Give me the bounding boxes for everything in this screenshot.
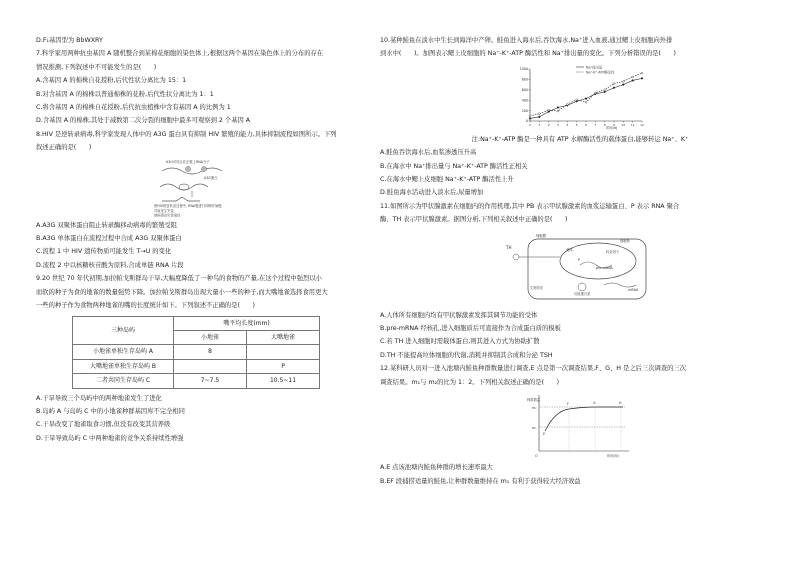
chart-series — [529, 72, 643, 119]
x-tick-label: 1 — [538, 122, 541, 127]
data-point — [585, 101, 587, 103]
a3g-monomer — [186, 166, 191, 171]
x-tick-label: 10 — [621, 122, 626, 127]
hiv-label-2: A3G蛋白 — [204, 175, 218, 180]
legend-entry-1: Na⁺排出量 — [586, 65, 603, 70]
text-line: D.F₁基因型为 BbWXRY — [36, 37, 103, 44]
table-cell: 8 — [174, 345, 247, 359]
text-line: B.岛屿 A 与岛屿 C 中的小地雀种群基因库不完全相同 — [36, 407, 185, 415]
data-point — [632, 79, 634, 81]
data-point — [538, 116, 540, 118]
origin-label: O — [535, 454, 538, 459]
table-row — [73, 374, 320, 388]
x-tick-label: 5 — [575, 122, 578, 127]
text-line: 调查结果。m₁与 m₂的比为 1：2。下列相关叙述正确的是( ) — [380, 378, 560, 386]
text-line: B.对含基因 A 的棉株以普通棉株的花粉,后代性状分离比为 1：1 — [36, 90, 214, 98]
text-line: C.将含基因 A 的棉株自花授粉,后代抗虫植株中含有基因 A 的比例为 1 — [36, 104, 231, 112]
legend-entry-2: Na⁺-K⁺-ATP酶活性 — [586, 70, 615, 75]
data-point — [641, 77, 643, 79]
data-point — [566, 103, 568, 105]
data-point — [604, 89, 606, 91]
data-point — [613, 82, 615, 84]
p-label: P — [578, 257, 580, 262]
hiv-label-4: 导致发生突变 — [154, 208, 174, 213]
table-row — [73, 359, 320, 373]
table-cell: 大嘴地雀单独生存岛屿 B — [73, 359, 174, 373]
membrane-label: 细胞膜 — [536, 233, 546, 238]
text-line: 7.科学家用两种抗虫基因 A 随机整合到某棉花细胞的染色体上,根据这两个基因在染色体上的分布的存在 — [36, 50, 324, 58]
hiv-figure — [152, 157, 242, 217]
text-line: 9.20 世纪 70 年代初期,加拉帕戈斯群岛干旱,大幅度降低了一种鸟的食物的产量,在这个过程中强烈以小 — [36, 275, 322, 283]
data-point — [594, 92, 596, 94]
x-tick-label: 2 — [547, 122, 550, 127]
table-cell: P — [247, 359, 320, 373]
point-e: E — [543, 432, 546, 437]
data-point — [585, 98, 587, 100]
y-tick-label: 400 — [521, 98, 528, 103]
table-header-cell: 三种岛屿 — [73, 316, 174, 345]
rna-strand — [162, 168, 222, 174]
nucleus-label: 细胞核 — [620, 238, 630, 243]
effect-label: 生物效应 — [530, 285, 544, 290]
table-header-row — [73, 316, 320, 330]
text-line: D.鲑鱼海水活动进入淡水后,尿量增加 — [380, 189, 484, 197]
protein-shape — [578, 283, 586, 291]
m1-label: m₁ — [532, 426, 537, 431]
q8-q9-text — [36, 219, 358, 313]
text-line: C.若 TH 进入细胞时需载体蛋白,则其进入方式为协助扩散 — [380, 338, 540, 346]
text-line: A.含基因 A 的棉株自花授粉,后代性状分离比为 15：1 — [36, 77, 187, 85]
data-point — [548, 109, 550, 111]
text-line: C.干旱改变了地雀取食习惯,但没有改变其营养级 — [36, 421, 171, 429]
text-line: 到水中( )。加图表示鳃上皮细胞的 Na⁺-K⁺-ATP 酶活性和 Na⁺排出量的变化。下列分析错误的是( ) — [380, 50, 676, 58]
x-tick-label: 8 — [603, 122, 606, 127]
chart-xlabel: 时间(d) — [606, 125, 618, 130]
a3g-monomer — [202, 166, 207, 171]
table-header-cell: 大嘴地雀 — [247, 330, 320, 344]
text-line: A.E 点该池塘内鲑鱼种群的增长速率最大 — [380, 464, 493, 472]
growth-diagram — [525, 391, 635, 459]
mrna-shape — [604, 283, 636, 287]
text-line: A.A3G 双聚体蛋白阻止转录酶移动病毒的繁殖受阻 — [36, 221, 178, 229]
cell-diagram — [500, 229, 660, 307]
text-line: D.流程 2 中以核糖核苷酸为原料,合成单链 RNA 片段 — [36, 261, 184, 269]
data-point — [557, 110, 559, 112]
text-line: A.人体所有细胞内均有甲状腺激素发挥其调节功能的受体 — [380, 311, 538, 319]
m2-label: m₂ — [532, 406, 537, 411]
text-line: 而软的种子为食的地雀的数量强势下降。加拉帕戈斯群岛出现大量小一些的种子,而大嘴地雀选择食用更大 — [36, 288, 328, 296]
x-tick-label: 0 — [529, 122, 531, 127]
text-line: 8.HIV 是逆转录病毒,科学家发现人体中的 A3G 蛋白具有抑制 HIV 繁殖的能力,具体抑制流程如图所示。下列 — [36, 130, 337, 138]
text-line: B.pre-mRNA 经核孔,进入细胞质后可直接作为合成蛋白质的模板 — [380, 325, 561, 333]
y-tick-label: 800 — [521, 77, 528, 82]
table-cell: 二者共同生存岛屿 C — [73, 374, 174, 388]
th-molecule — [513, 254, 519, 260]
mrna-label: mRNA — [628, 287, 639, 292]
growth-ylabel: 种群数量 — [527, 398, 541, 403]
hiv-label-1: A3G可结合在正链上RNA分子 — [166, 159, 210, 164]
hiv-label-3: 使HIV的逆转录过程中, RNA极进行抑制开始链 — [154, 203, 222, 208]
data-point — [604, 91, 606, 93]
q10-options — [380, 146, 780, 200]
text-line: 叙述正确的是( ) — [36, 144, 92, 152]
point-f: F — [567, 402, 569, 407]
x-tick-label: 3 — [557, 122, 559, 127]
y-tick-label: 200 — [521, 108, 528, 113]
text-line: B.A3G 单体蛋白在流程过程中合成 A3G 双聚体蛋白 — [36, 235, 182, 243]
text-line: D.干旱导致岛屿 C 中两种地雀的竞争关系持续性增强 — [36, 434, 184, 442]
premrna-label: pre-mRNA — [596, 265, 613, 270]
text-line: A.干旱导致三个岛屿中的两种地雀发生了进化 — [36, 394, 162, 402]
q12-text — [380, 362, 780, 389]
series-line-2 — [530, 73, 642, 116]
table-cell: 7~7.5 — [174, 374, 247, 388]
q9-options — [36, 392, 358, 446]
data-point — [529, 117, 531, 119]
data-point — [538, 113, 540, 115]
text-line: 酶、TH 表示甲状腺激素。据图分析,下列相关叙述中正确的是( ) — [380, 216, 568, 224]
text-line: 12.某科研人员对一进入池塘内鲑鱼种群数量进行调查,E 点是第一次调查结果,F、G、H 是之后三次调查的三次 — [380, 365, 687, 373]
table-cell — [247, 345, 320, 359]
chart-legend — [576, 64, 615, 74]
text-line: B.EF 段捕捞适量的鲑鱼,让种群数量维持在 m₁ 有利于获得较大经济效益 — [380, 477, 581, 485]
chart-axes — [520, 67, 644, 127]
text-line: C.在海水中鳃上皮细胞 Na⁺-K⁺-ATP 酶活性上升 — [380, 176, 514, 184]
x-tick-label: 9 — [613, 122, 615, 127]
data-point — [622, 84, 624, 86]
q11-options — [380, 309, 780, 363]
text-line: 10.某种鲑鱼在淡水中生长到海洋中产卵。鲑鱼进入海水后,吞饮海水,Na⁺进入血液,通过鳃上皮细胞向外排 — [380, 37, 673, 44]
beak-length-table — [72, 316, 320, 389]
growth-xlabel: 时间(年) — [607, 454, 620, 459]
chart-svg — [510, 63, 650, 131]
q6-q8-text — [36, 34, 358, 155]
text-line: 情况推测,下列叙述中不可能发生的是( ) — [36, 63, 157, 71]
y-tick-label: 1000 — [519, 67, 528, 72]
text-line: D.TH 不能提高垃体细胞的代谢,消耗并抑制其合成和分泌 TSH — [380, 351, 553, 359]
hiv-label-5: 使病毒丧失传染性 — [154, 213, 181, 217]
x-tick-label: 6 — [585, 122, 587, 127]
data-point — [557, 106, 559, 108]
data-point — [613, 87, 615, 89]
x-tick-label: 11 — [630, 122, 635, 127]
left-column — [36, 34, 358, 445]
th-label: TH — [506, 244, 512, 250]
factor-label: 转录因子 — [606, 249, 620, 254]
growth-curve-figure — [525, 391, 635, 459]
chart-note: 注:Na⁺-K⁺-ATP 酶是一种具有 ATP 水解酶活性的载体蛋白,能够转运 Na⁺、K⁺ — [471, 135, 689, 143]
data-point — [576, 99, 578, 101]
x-tick-label: 12 — [640, 122, 644, 127]
reverse-transcriptase — [179, 184, 189, 190]
protein-label: 功能蛋白质 — [574, 291, 591, 296]
table-cell — [174, 359, 247, 373]
table-cell: 10.5~11 — [247, 374, 320, 388]
growth-curve — [545, 407, 623, 431]
right-column — [380, 34, 780, 488]
table-cell: 小地雀单独生存岛屿 A — [73, 345, 174, 359]
text-line: 一些的种子作为食物两种地雀的嘴的长度统计如下。下列叙述不正确的是( ) — [36, 302, 256, 310]
point-h: H — [619, 401, 622, 406]
data-point — [622, 80, 624, 82]
thyroid-mechanism-figure — [500, 229, 660, 307]
dna-strand — [160, 184, 208, 190]
q10-text — [380, 34, 780, 61]
table-header-cell: 嘴平均长度(mm) — [174, 316, 320, 330]
data-point — [641, 72, 643, 74]
na-excretion-chart — [510, 63, 650, 131]
hiv-diagram — [152, 157, 242, 217]
table-header-cell: 小地雀 — [174, 330, 247, 344]
receptor-label: 受体 — [566, 247, 573, 252]
data-point — [632, 76, 634, 78]
mutant-strand — [162, 197, 200, 201]
table-row — [73, 345, 320, 359]
text-line: C.流程 1 中 HIV 遗传物质可能发生 T→U 的变化 — [36, 248, 172, 256]
x-tick-label: 4 — [566, 122, 569, 127]
y-tick-label: 0 — [525, 119, 528, 124]
text-line: B.在海水中 Na⁺排出量与 Na⁺-K⁺-ATP 酶活性正相关 — [380, 162, 528, 170]
point-g: G — [593, 401, 596, 406]
q11-text — [380, 200, 780, 227]
data-point — [529, 115, 531, 117]
text-line: A.鲑鱼吞饮海水后,血浆渗透压升高 — [380, 149, 477, 157]
q12-options — [380, 461, 780, 488]
text-line: D.含基因 A 的棉株,其处于减数第二次分裂的细胞中最多可观察到 2 个基因 A — [36, 117, 251, 125]
y-tick-label: 600 — [521, 87, 528, 92]
text-line: 11.如图所示为甲状腺激素在细胞内的作用机理,其中 PB 表示甲状腺激素的血浆运输蛋白、P 表示 RNA 聚合 — [380, 202, 680, 210]
x-tick-label: 7 — [594, 122, 597, 127]
